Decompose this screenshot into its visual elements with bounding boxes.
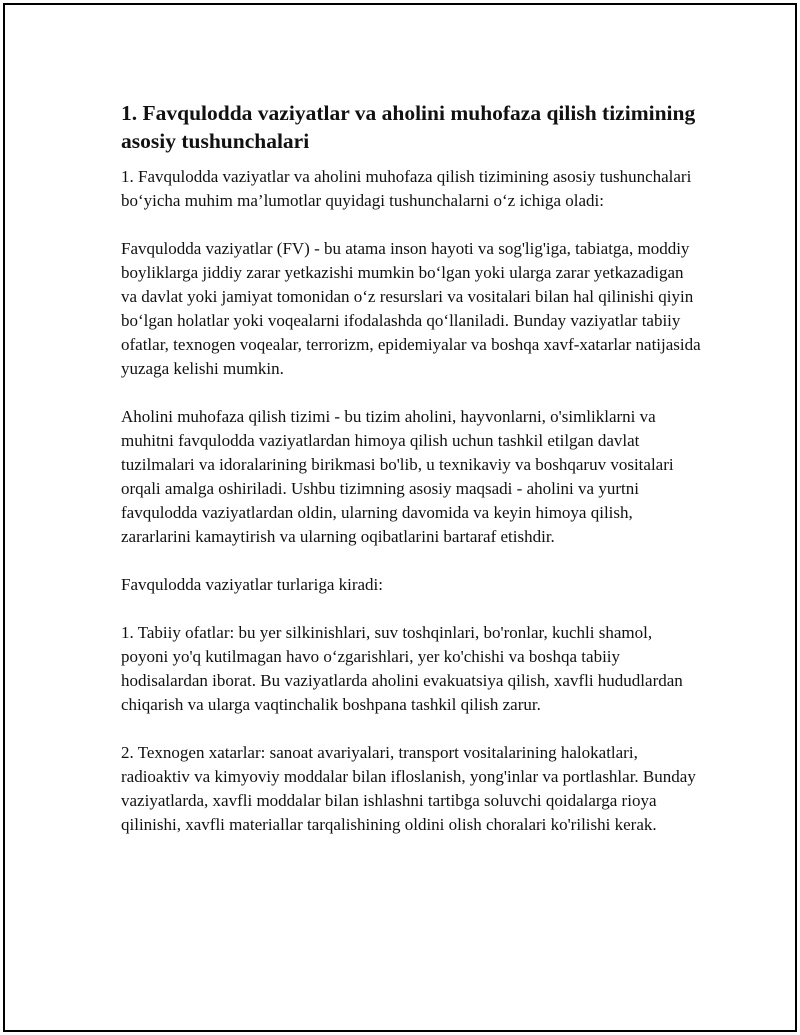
paragraph-fv-definition: Favqulodda vaziyatlar (FV) - bu atama inson hayoti va sog'lig'iga, tabiatga, moddiy boyliklarga jiddiy zarar yetkazishi mumkin bo‘lgan yoki ularga zarar yetkazadigan va davlat yoki jamiyat tomonidan o‘z resurslari va vositalari bilan hal qilinishi qiyin bo‘lgan holatlar yoki voqealarni ifodalashda qo‘llaniladi. Bunday vaziyatlar tabiiy ofatlar, texnogen voqealar, terrorizm, epidemiyalar va boshqa xavf-xatarlar natijasida yuzaga kelishi mumkin. xyxy=(121,239,701,378)
document-content xyxy=(121,99,701,861)
paragraph-intro: 1. Favqulodda vaziyatlar va aholini muhofaza qilish tizimining asosiy tushunchalari bo‘yicha muhim ma’lumotlar quyidagi tushunchalarni o‘z ichiga oladi: xyxy=(121,167,692,210)
document-title: 1. Favqulodda vaziyatlar va aholini muhofaza qilish tizimining asosiy tushunchalari xyxy=(121,101,696,153)
paragraph-protection-system: Aholini muhofaza qilish tizimi - bu tizim aholini, hayvonlarni, o'simliklarni va muhitni favqulodda vaziyatlardan himoya qilish uchun tashkil etilgan davlat tuzilmalari va idoralarining birikmasi bo'lib, u texnikaviy va boshqaruv vositalari orqali amalga oshiriladi. Ushbu tizimning asosiy maqsadi - aholini va yurtni favqulodda vaziyatlardan oldin, ularning davomida va keyin himoya qilish, zararlarini kamaytirish va ularning oqibatlarini bartaraf etishdir. xyxy=(121,407,674,546)
paragraph-types-intro: Favqulodda vaziyatlar turlariga kiradi: xyxy=(121,575,383,594)
document-page xyxy=(3,3,797,1032)
paragraph-natural-disasters: 1. Tabiiy ofatlar: bu yer silkinishlari, suv toshqinlari, bo'ronlar, kuchli shamol, poyoni yo'q kutilmagan havo o‘zgarishlari, yer ko'chishi va boshqa tabiiy hodisalardan iborat. Bu vaziyatlarda aholini evakuatsiya qilish, xavfli hududlardan chiqarish va ularga vaqtinchalik boshpana tashkil qilish zarur. xyxy=(121,623,683,714)
paragraph-technogenic-hazards: 2. Texnogen xatarlar: sanoat avariyalari, transport vositalarining halokatlari, radioaktiv va kimyoviy moddalar bilan ifloslanish, yong'inlar va portlashlar. Bunday vaziyatlarda, xavfli moddalar bilan ishlashni tartibga soluvchi qoidalarga rioya qilinishi, xavfli materiallar tarqalishining oldini olish choralari ko'rilishi kerak. xyxy=(121,743,696,834)
